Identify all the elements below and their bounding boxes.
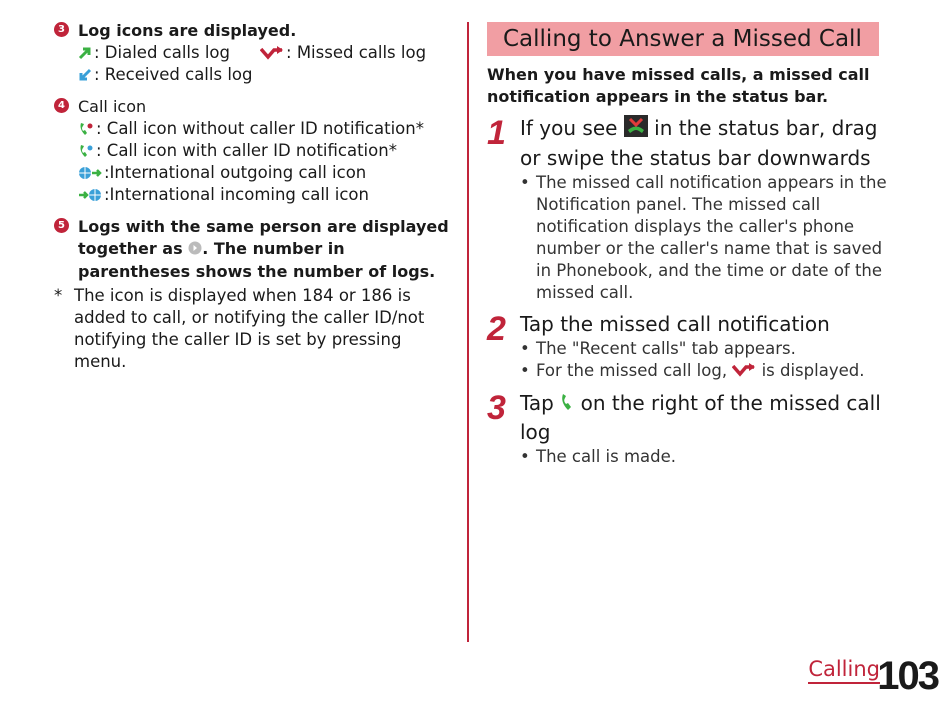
step-2-bullet-2-text-b: is displayed. [761, 361, 865, 380]
bullet-dot: • [520, 447, 530, 466]
call-icon-desc-4: :International incoming call icon [104, 185, 369, 204]
dialed-calls-label: : Dialed calls log [94, 43, 231, 62]
missed-call-icon [260, 46, 284, 60]
step-2-bullet-1 [520, 338, 887, 360]
step-3-title-a: Tap [520, 390, 554, 415]
footer-section-label: Calling [808, 656, 880, 684]
log-icons-line-1 [78, 42, 454, 64]
step-1-title-b: in the status bar, drag or swipe the status bar downwards [520, 116, 878, 170]
call-icon-line-1 [78, 118, 454, 140]
column-divider [467, 22, 469, 642]
footnote-mark: * [54, 285, 63, 305]
step-3-bullet-text: The call is made. [536, 447, 677, 466]
step-1-bullet-1 [520, 172, 887, 304]
section-4-title: Call icon [78, 97, 147, 116]
section-5-title-a: Logs with the same person are displayed together as [78, 217, 449, 258]
intro-text: When you have missed calls, a missed call notification appears in the status bar. [487, 65, 870, 106]
section-5 [54, 216, 454, 283]
step-2-bullet-2-text-a: For the missed call log, [536, 361, 728, 380]
section-number-4: 4 [54, 98, 69, 113]
step-2 [487, 310, 887, 383]
call-icon-desc-2: : Call icon with caller ID notification* [96, 141, 397, 160]
log-icons-line-2 [78, 64, 454, 86]
bullet-dot: • [520, 173, 530, 192]
received-calls-label: : Received calls log [94, 65, 253, 84]
section-4 [54, 96, 454, 206]
expand-arrow-icon [188, 239, 202, 261]
step-number-1: 1 [487, 114, 506, 152]
left-column [54, 20, 454, 373]
step-3-title [520, 389, 887, 447]
step-1-title [520, 114, 887, 172]
phone-icon-no-caller-id [78, 121, 94, 137]
call-icon-desc-1: : Call icon without caller ID notification* [96, 119, 424, 138]
dialed-call-icon [78, 46, 92, 60]
section-3 [54, 20, 454, 86]
section-5-title [78, 216, 454, 283]
section-3-title: Log icons are displayed. [78, 21, 297, 40]
section-5-title-b: . The number in parentheses shows the number of logs. [78, 239, 436, 281]
footnote-text: The icon is displayed when 184 or 186 is added to call, or notifying the caller ID/not notifying the caller ID is set by pressing menu. [74, 285, 425, 371]
step-1 [487, 114, 887, 304]
missed-calls-label: : Missed calls log [286, 43, 427, 62]
international-outgoing-icon [78, 166, 102, 180]
international-incoming-icon [78, 188, 102, 202]
step-2-bullet-1-text: The "Recent calls" tab appears. [536, 339, 796, 358]
call-icon-line-4 [78, 184, 454, 206]
step-2-title: Tap the missed call notification [520, 312, 830, 336]
right-column [487, 22, 887, 468]
step-number-3: 3 [487, 388, 506, 427]
call-icon-desc-3: :International outgoing call icon [104, 163, 367, 182]
phone-call-icon [560, 390, 574, 418]
footnote [54, 285, 454, 373]
section-heading: Calling to Answer a Missed Call [487, 22, 879, 56]
step-number-2: 2 [487, 310, 506, 348]
section-number-3: 3 [54, 22, 69, 37]
step-1-title-a: If you see [520, 116, 618, 140]
section-number-5: 5 [54, 218, 69, 233]
received-call-icon [78, 68, 92, 82]
page-number: 103 [877, 654, 938, 698]
step-1-bullet-text: The missed call notification appears in the Notification panel. The missed call notification displays the caller's phone number or the caller's name that is saved in Phonebook, and the time or date of the missed call. [536, 173, 887, 302]
bullet-dot: • [520, 361, 530, 380]
step-3 [487, 389, 887, 469]
call-icon-line-2 [78, 140, 454, 162]
phone-icon-caller-id [78, 143, 94, 159]
step-3-title-b: on the right of the missed call log [520, 390, 881, 444]
step-2-bullet-2 [520, 360, 887, 383]
call-icon-line-3 [78, 162, 454, 184]
missed-call-status-icon [624, 115, 648, 144]
missed-call-icon [732, 361, 756, 383]
step-3-bullet-1 [520, 446, 887, 468]
bullet-dot: • [520, 339, 530, 358]
